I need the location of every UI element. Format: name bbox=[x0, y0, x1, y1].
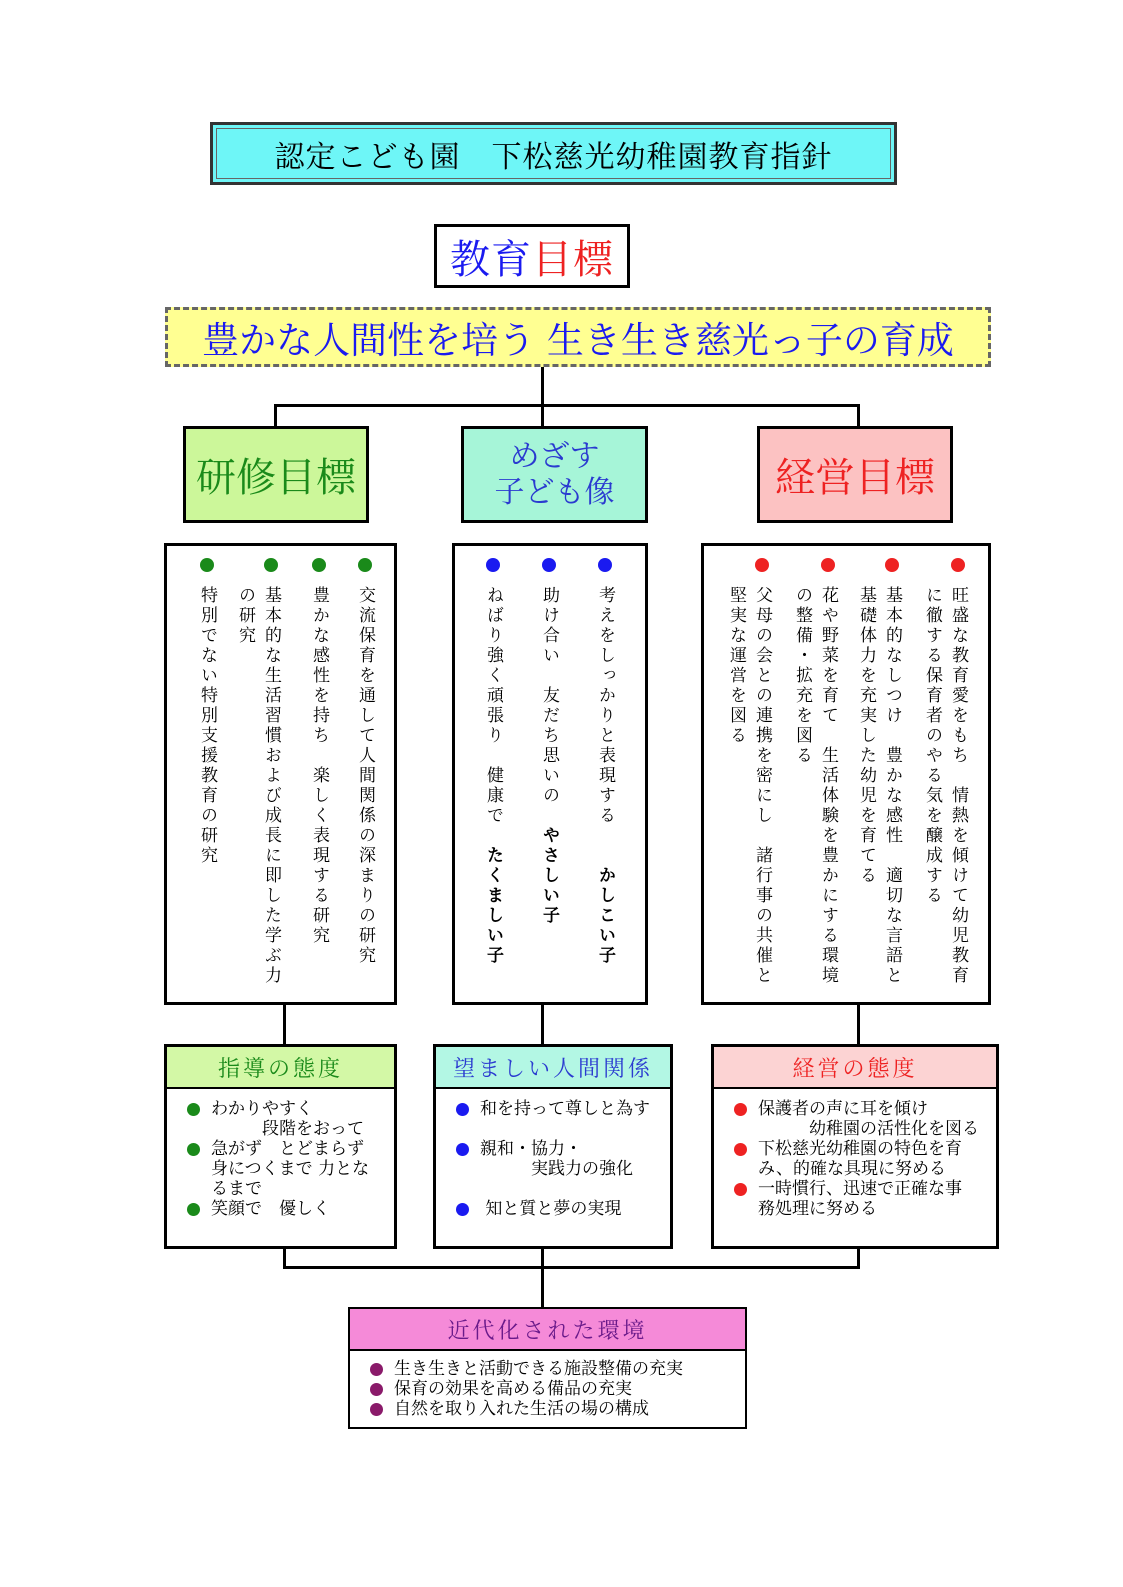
ideal-child-item-text: 助け合い 友だち思いの bbox=[539, 586, 559, 826]
management-attitude-bullet-icon bbox=[734, 1103, 747, 1116]
training-goal-header: 研修目標 bbox=[183, 426, 369, 523]
teaching-attitude-item-text: 急がず とどまらず 身につくまで 力とな るまで bbox=[211, 1139, 370, 1199]
training-goal-item-text: 交流保育を通して人間関係の深まりの研究 bbox=[355, 586, 375, 966]
management-goal-list bbox=[701, 543, 991, 1005]
desirable-relations-title: 望ましい人間関係 bbox=[436, 1047, 670, 1089]
desirable-relations-item-text: 和を持って尊しと為す bbox=[480, 1099, 650, 1119]
management-goal-item bbox=[919, 586, 971, 986]
desirable-relations-bullet-icon bbox=[456, 1103, 469, 1116]
connector-center-mid bbox=[541, 1005, 544, 1045]
ideal-child-bullet-icon bbox=[486, 558, 500, 572]
ideal-child-item-emphasis: かしこい子 bbox=[595, 866, 615, 966]
modern-environment-item-text: 保育の効果を高める備品の充実 bbox=[394, 1379, 632, 1399]
ideal-child-header-line2: 子ども像 bbox=[494, 474, 615, 510]
training-goal-item bbox=[232, 586, 284, 986]
management-attitude-item-text: 保護者の声に耳を傾け 幼稚園の活性化を図る bbox=[758, 1099, 979, 1139]
training-goal-item-text: 豊かな感性を持ち 楽しく表現する研究 bbox=[309, 586, 329, 946]
management-goal-bullet-icon bbox=[755, 558, 769, 572]
management-goal-item bbox=[853, 586, 905, 986]
education-goal-label-part2: 目標 bbox=[532, 236, 614, 283]
training-goal-item bbox=[194, 586, 220, 866]
connector-left-mid bbox=[283, 1005, 286, 1045]
management-attitude-bullet-icon bbox=[734, 1183, 747, 1196]
connector-left-down bbox=[274, 404, 277, 427]
management-goal-bullet-icon bbox=[821, 558, 835, 572]
ideal-child-header-line1: めざす bbox=[509, 438, 600, 474]
ideal-child-item-emphasis: やさしい子 bbox=[539, 826, 559, 926]
management-goal-item-text: 花や野菜を育て 生活体験を豊かにする環境 の整備・拡充を図る bbox=[792, 586, 838, 986]
desirable-relations-bullet-icon bbox=[456, 1143, 469, 1156]
education-goal-banner: 豊かな人間性を培う 生き生き慈光っ子の育成 bbox=[165, 307, 991, 367]
connector-banner-down bbox=[541, 367, 544, 407]
management-goal-item bbox=[723, 586, 775, 986]
modern-environment-bullet-icon bbox=[370, 1383, 383, 1396]
connector-center-down bbox=[541, 404, 544, 427]
training-goal-list bbox=[164, 543, 397, 1005]
ideal-child-bullet-icon bbox=[598, 558, 612, 572]
ideal-child-item bbox=[536, 586, 562, 926]
teaching-attitude-bullet-icon bbox=[187, 1203, 200, 1216]
teaching-attitude-bullet-icon bbox=[187, 1103, 200, 1116]
ideal-child-list bbox=[452, 543, 648, 1005]
teaching-attitude-item-text: 笑顔で 優しく bbox=[211, 1199, 330, 1219]
training-goal-bullet-icon bbox=[358, 558, 372, 572]
ideal-child-header bbox=[461, 426, 648, 523]
education-goal-label bbox=[434, 224, 630, 288]
management-attitude-item-text: 一時慣行、迅速で正確な事 務処理に努める bbox=[758, 1179, 962, 1219]
training-goal-item-text: 基本的な生活習慣および成長に即した学ぶ力 の研究 bbox=[235, 586, 281, 986]
management-goal-header: 経営目標 bbox=[757, 426, 953, 523]
teaching-attitude-item-text: わかりやすく 段階をおって bbox=[211, 1099, 364, 1139]
connector-bottom-horizontal bbox=[283, 1266, 860, 1269]
management-goal-bullet-icon bbox=[951, 558, 965, 572]
teaching-attitude-title: 指導の態度 bbox=[167, 1047, 394, 1089]
management-attitude-title: 経営の態度 bbox=[714, 1047, 996, 1089]
modern-environment-bullet-icon bbox=[370, 1363, 383, 1376]
modern-environment-item-text: 自然を取り入れた生活の場の構成 bbox=[394, 1399, 649, 1419]
page-title: 認定こども園 下松慈光幼稚園教育指針 bbox=[210, 122, 897, 185]
training-goal-item-text: 特別でない特別支援教育の研究 bbox=[197, 586, 217, 866]
training-goal-bullet-icon bbox=[200, 558, 214, 572]
management-goal-item-text: 父母の会との連携を密にし 諸行事の共催と 堅実な運営を図る bbox=[726, 586, 772, 986]
management-goal-item-text: 旺盛な教育愛をもち 情熱を傾けて幼児教育 に徹する保育者のやる気を醸成する bbox=[922, 586, 968, 986]
training-goal-item bbox=[306, 586, 332, 946]
ideal-child-item-text: 考えをしっかりと表現する bbox=[595, 586, 615, 866]
connector-right-mid bbox=[857, 1005, 860, 1045]
management-attitude-bullet-icon bbox=[734, 1143, 747, 1156]
modern-environment-title: 近代化された環境 bbox=[350, 1309, 745, 1351]
teaching-attitude-box bbox=[164, 1044, 397, 1249]
training-goal-bullet-icon bbox=[312, 558, 326, 572]
training-goal-bullet-icon bbox=[264, 558, 278, 572]
modern-environment-item-text: 生き生きと活動できる施設整備の充実 bbox=[394, 1359, 683, 1379]
modern-environment-bullet-icon bbox=[370, 1403, 383, 1416]
connector-env-down bbox=[541, 1249, 544, 1307]
desirable-relations-item-text: 親和・協力・ 実践力の強化 bbox=[480, 1139, 633, 1179]
desirable-relations-bullet-icon bbox=[456, 1203, 469, 1216]
management-goal-item-text: 基本的なしつけ 豊かな感性 適切な言語と 基礎体力を充実した幼児を育てる bbox=[856, 586, 902, 986]
modern-environment-box bbox=[348, 1307, 747, 1429]
desirable-relations-box bbox=[433, 1044, 673, 1249]
connector-top-horizontal bbox=[274, 404, 860, 407]
connector-right-down bbox=[857, 404, 860, 427]
desirable-relations-item-text: 知と質と夢の実現 bbox=[480, 1199, 622, 1219]
ideal-child-item bbox=[592, 586, 618, 966]
management-attitude-box bbox=[711, 1044, 999, 1249]
ideal-child-item-emphasis: たくましい子 bbox=[483, 846, 503, 966]
ideal-child-item bbox=[480, 586, 506, 966]
management-attitude-item-text: 下松慈光幼稚園の特色を育 み、的確な具現に努める bbox=[758, 1139, 962, 1179]
ideal-child-bullet-icon bbox=[542, 558, 556, 572]
management-goal-item bbox=[789, 586, 841, 986]
training-goal-item bbox=[352, 586, 378, 966]
teaching-attitude-bullet-icon bbox=[187, 1143, 200, 1156]
management-goal-bullet-icon bbox=[885, 558, 899, 572]
ideal-child-item-text: ねばり強く頑張り 健康で bbox=[483, 586, 503, 846]
education-goal-label-part1: 教育 bbox=[450, 236, 532, 283]
